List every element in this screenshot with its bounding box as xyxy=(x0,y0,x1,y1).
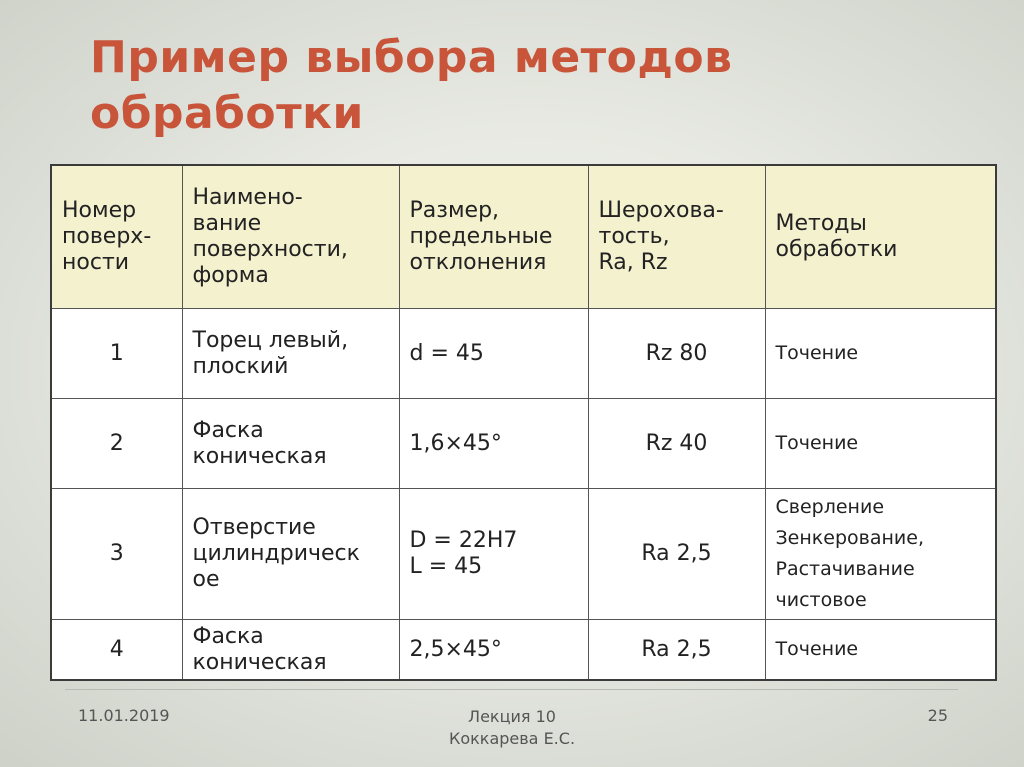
header-text-line: обработки xyxy=(775,237,898,262)
slide-title-line-1: Пример выбора методов xyxy=(90,32,733,83)
size-cell xyxy=(399,489,588,620)
header-text-line: Ra, Rz xyxy=(598,250,668,275)
header-text-line: Шерохова- xyxy=(598,198,724,223)
cell-text-line: Растачивание xyxy=(775,558,915,580)
surface-number-cell: 3 xyxy=(51,489,182,620)
cell-text-line: Точение xyxy=(775,342,859,364)
cell-text-line: Зенкерование, xyxy=(775,527,924,549)
size-cell xyxy=(399,309,588,399)
footer-lecture-info xyxy=(412,706,612,750)
cell-text-line: цилиндрическ xyxy=(192,541,360,566)
cell-text-line: d = 45 xyxy=(409,340,484,366)
surface-number-cell: 2 xyxy=(51,399,182,489)
header-text-line: Номер xyxy=(62,198,137,223)
surface-name-cell xyxy=(182,399,399,489)
roughness-cell: Ra 2,5 xyxy=(588,620,765,681)
table-row xyxy=(51,489,996,620)
table-row xyxy=(51,399,996,489)
cell-text-line: Фаска xyxy=(192,623,264,649)
cell-text-line: L = 45 xyxy=(409,554,483,579)
roughness-cell: Ra 2,5 xyxy=(588,489,765,620)
surface-number-cell: 4 xyxy=(51,620,182,681)
surface-name-cell xyxy=(182,489,399,620)
cell-text-line: плоский xyxy=(192,353,289,379)
methods-cell xyxy=(765,399,996,489)
header-surface-number xyxy=(51,165,182,309)
header-text-line: ности xyxy=(62,250,130,275)
table-row xyxy=(51,309,996,399)
methods-cell xyxy=(765,489,996,620)
roughness-cell: Rz 80 xyxy=(588,309,765,399)
header-text-line: Методы xyxy=(775,211,867,236)
header-text-line: форма xyxy=(192,263,269,288)
footer-divider xyxy=(65,689,958,690)
cell-text-line: Точение xyxy=(775,432,859,454)
header-surface-name xyxy=(182,165,399,309)
roughness-cell: Rz 40 xyxy=(588,399,765,489)
header-text-line: тость, xyxy=(598,224,670,249)
cell-text-line: Точение xyxy=(775,638,859,660)
header-text-line: Размер, xyxy=(409,198,500,223)
footer-page-number: 25 xyxy=(927,706,948,725)
header-text-line: отклонения xyxy=(409,250,547,275)
processing-methods-table xyxy=(50,164,997,681)
header-processing-methods xyxy=(765,165,996,309)
header-text-line: поверх- xyxy=(62,224,152,249)
surface-number-cell: 1 xyxy=(51,309,182,399)
surface-name-cell xyxy=(182,309,399,399)
table-header-row xyxy=(51,165,996,309)
cell-text-line: чистовое xyxy=(775,589,867,611)
cell-text-line: Торец левый, xyxy=(192,327,349,353)
footer-date: 11.01.2019 xyxy=(78,706,170,725)
cell-text-line: ое xyxy=(192,567,220,592)
header-text-line: поверхности, xyxy=(192,237,348,262)
slide-title-line-2: обработки xyxy=(90,88,364,139)
cell-text-line: 2,5×45° xyxy=(409,636,502,662)
table-row xyxy=(51,620,996,681)
methods-cell xyxy=(765,620,996,681)
slide-title xyxy=(90,30,950,142)
cell-text-line: коническая xyxy=(192,649,327,675)
cell-text-line: 1,6×45° xyxy=(409,430,502,456)
surface-name-cell xyxy=(182,620,399,681)
methods-cell xyxy=(765,309,996,399)
header-text-line: Наимено- xyxy=(192,185,303,210)
cell-text-line: D = 22H7 xyxy=(409,528,518,553)
header-text-line: вание xyxy=(192,211,262,236)
header-roughness xyxy=(588,165,765,309)
footer-lecture: Лекция 10 xyxy=(468,707,556,726)
cell-text-line: Сверление xyxy=(775,496,885,518)
footer-author: Коккарева Е.С. xyxy=(448,729,576,748)
cell-text-line: Фаска xyxy=(192,417,264,443)
size-cell xyxy=(399,620,588,681)
header-text-line: предельные xyxy=(409,224,553,249)
size-cell xyxy=(399,399,588,489)
cell-text-line: коническая xyxy=(192,443,327,469)
header-size-tolerance xyxy=(399,165,588,309)
cell-text-line: Отверстие xyxy=(192,515,316,540)
